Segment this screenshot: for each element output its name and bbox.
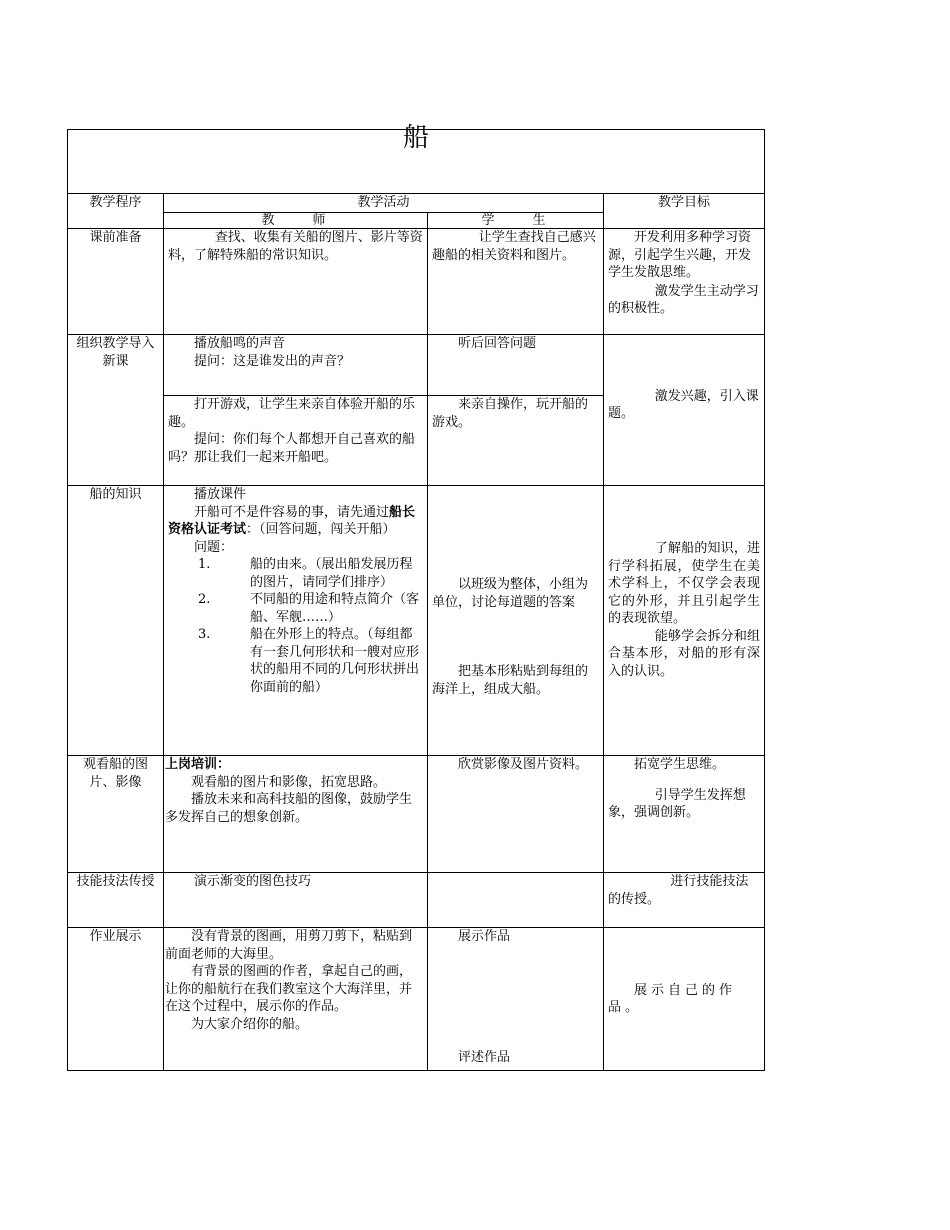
skill-student: [428, 873, 604, 928]
knowledge-line3: 问题：: [194, 539, 234, 555]
stage-skill: 技能技法传授: [68, 873, 164, 928]
stage-watch: 观看船的图片、影像: [68, 756, 164, 873]
knowledge-line2-post: ：（回答问题，闯关开船）: [246, 522, 396, 537]
knowledge-line1: 播放课件: [194, 487, 247, 502]
intro-teacher-a2: 提问：这是谁发出的声音？: [194, 353, 351, 369]
row-knowledge: [68, 486, 765, 756]
question-number: 3.: [198, 627, 211, 642]
header-teacher: 教 师: [164, 213, 428, 229]
intro-teacher-a1: 播放船鸣的声音: [194, 336, 286, 351]
show-goal-text: 展示自己的作品。: [608, 982, 737, 1015]
question-text: 不同船的用途和特点简介（客船、军舰……）: [250, 592, 420, 625]
header-activity: 教学活动: [164, 194, 604, 213]
watch-goal-2: 引导学生发挥想象，强调创新。: [608, 787, 746, 820]
question-text: 船的由来。（展出船发展历程的图片，请同学们排序）: [250, 557, 413, 590]
row-intro-a: [68, 335, 765, 396]
watch-teacher-1: 观看船的图片和影像，拓宽思路。: [191, 774, 387, 790]
knowledge-goal-1: 了解船的知识，进行学科拓展，使学生在美术学科上，不仅学会表现它的外形，并且引起学生的表现欲望。: [608, 541, 761, 626]
stage-knowledge: 船的知识: [68, 486, 164, 756]
show-student-2: 评述作品: [458, 1049, 511, 1065]
header-goal: 教学目标: [604, 194, 765, 229]
watch-student-text: 欣赏影像及图片资料。: [458, 757, 589, 772]
knowledge-student-1: 以班级为整体，小组为单位，讨论每道题的答案: [432, 577, 589, 610]
row-skill: [68, 873, 765, 928]
row-watch: [68, 756, 765, 873]
knowledge-goal-2: 能够学会拆分和组合基本形，对船的形有深入的认识。: [608, 628, 761, 679]
knowledge-teacher: [164, 486, 428, 756]
intro-student-b-text: 来亲自操作，玩开船的游戏。: [432, 397, 589, 430]
stage-prep: 课前准备: [68, 229, 164, 335]
show-teacher-1: 没有背景的图画，用剪刀剪下，粘贴到前面老师的大海里。: [165, 929, 413, 962]
page-title: 船: [68, 130, 765, 194]
row-prep: [68, 229, 765, 335]
intro-student-b: [428, 396, 604, 486]
intro-goal-text: 激发兴趣，引入课题。: [608, 388, 759, 421]
stage-show: 作业展示: [68, 928, 164, 1071]
intro-student-a: [428, 335, 604, 396]
show-student: [428, 928, 604, 1071]
prep-student-text: 让学生查找自己感兴趣船的相关资料和图片。: [432, 230, 596, 263]
show-student-1: 展示作品: [458, 929, 511, 944]
knowledge-goal: [604, 486, 765, 756]
show-teacher-3: 为大家介绍你的船。: [191, 1016, 309, 1032]
watch-heading: 上岗培训：: [165, 757, 231, 772]
prep-teacher: [164, 229, 428, 335]
intro-student-a-text: 听后回答问题: [458, 336, 537, 351]
row-show: [68, 928, 765, 1071]
watch-teacher-2: 播放未来和高科技船的图像，鼓励学生多发挥自己的想象创新。: [165, 792, 413, 825]
watch-goal: [604, 756, 765, 873]
skill-goal-text: 进行技能技法的传授。: [608, 874, 749, 907]
prep-student: [428, 229, 604, 335]
watch-student: [428, 756, 604, 873]
lesson-plan-table: [67, 123, 765, 1071]
intro-goal: [604, 335, 765, 486]
knowledge-line2-pre: 开船可不是件容易的事，请先通过: [194, 504, 390, 520]
knowledge-exam-name: 船长资格认证考试: [168, 504, 416, 537]
intro-teacher-a: [164, 335, 428, 396]
prep-goal-2: 激发学生主动学习的积极性。: [608, 283, 759, 316]
intro-teacher-b1: 打开游戏，让学生来亲自体验开船的乐趣。: [168, 397, 416, 430]
show-teacher-2: 有背景的图画的作者，拿起自己的画，让你的船航行在我们教室这个大海洋里，并在这个过程中，展示你的作品。: [165, 964, 413, 1014]
show-teacher: [164, 928, 428, 1071]
question-number: 1.: [198, 557, 211, 572]
knowledge-student: [428, 486, 604, 756]
skill-goal: [604, 873, 765, 928]
list-item: [198, 556, 423, 591]
skill-teacher-text: 演示渐变的图色技巧: [194, 874, 312, 889]
prep-goal: [604, 229, 765, 335]
watch-teacher: [164, 756, 428, 873]
knowledge-line2: [168, 504, 423, 539]
skill-teacher: [164, 873, 428, 928]
list-item: [198, 626, 423, 696]
intro-teacher-b2: 提问：你们每个人都想开自己喜欢的船吗？那让我们一起来开船吧。: [168, 432, 416, 465]
knowledge-student-2: 把基本形粘贴到每组的海洋上，组成大船。: [432, 664, 589, 697]
prep-teacher-text: 查找、收集有关船的图片、影片等资料，了解特殊船的常识知识。: [168, 230, 423, 263]
stage-intro: 组织教学导入新课: [68, 335, 164, 486]
header-procedure: 教学程序: [68, 194, 164, 229]
question-text: 船在外形上的特点。（每组都有一套几何形状和一艘对应形状的船用不同的几何形状拼出你面前的船）: [250, 627, 420, 695]
show-goal: [604, 928, 765, 1071]
question-number: 2.: [198, 592, 211, 607]
list-item: [198, 591, 423, 626]
header-student: 学 生: [428, 213, 604, 229]
watch-goal-1: 拓宽学生思维。: [634, 757, 726, 772]
knowledge-questions: [168, 556, 423, 696]
prep-goal-1: 开发利用多种学习资源，引起学生兴趣，开发学生发散思维。: [608, 230, 752, 280]
intro-teacher-b: [164, 396, 428, 486]
